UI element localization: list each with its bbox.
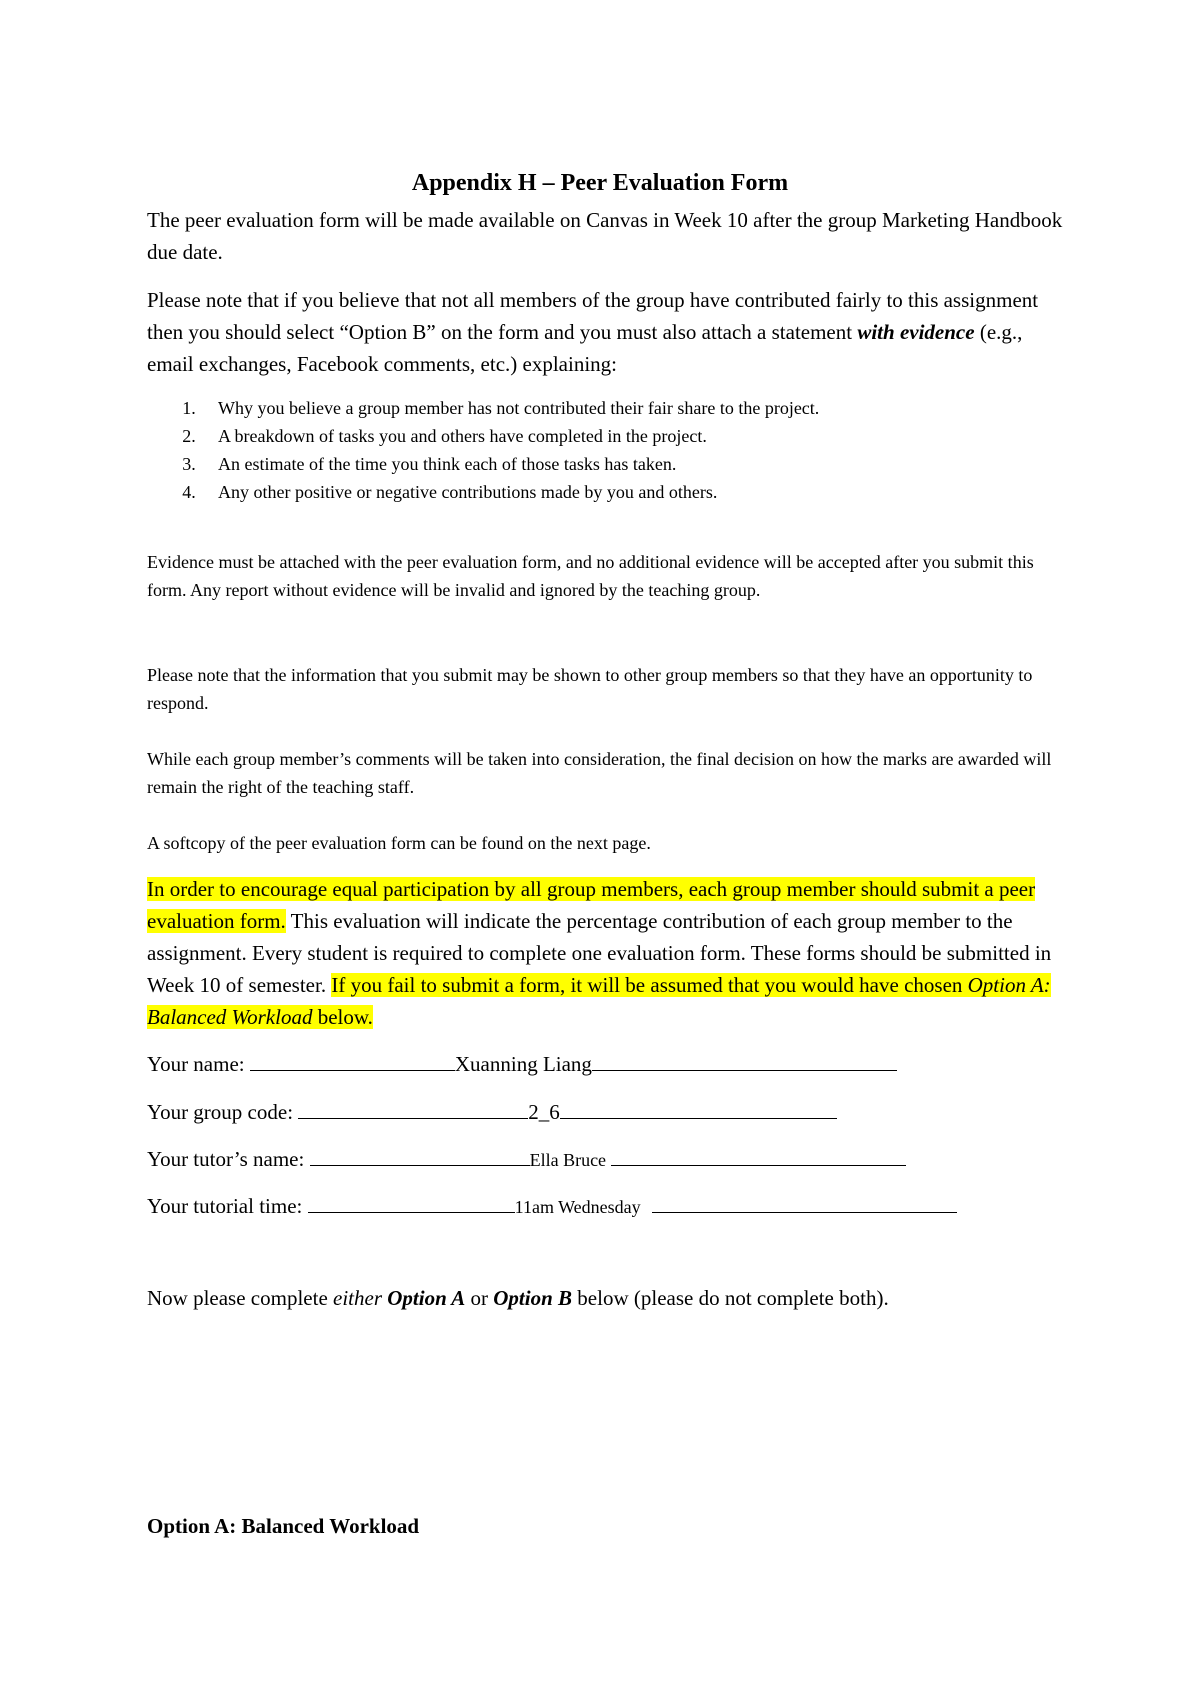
option-b-emphasis: Option B bbox=[493, 1286, 573, 1310]
highlight-end: below. bbox=[312, 1005, 373, 1029]
highlighted-text: In order to encourage equal participation by all group members, each group member should submit a peer evaluation form. bbox=[147, 877, 1036, 933]
time-blank-line bbox=[308, 1190, 515, 1213]
list-item bbox=[160, 422, 1060, 450]
list-number: 4. bbox=[182, 482, 196, 502]
name-value[interactable]: Xuanning Liang bbox=[454, 1052, 592, 1076]
tutorial-time-value[interactable]: 11am Wednesday bbox=[514, 1197, 641, 1217]
group-code-label: Your group code: bbox=[147, 1100, 294, 1124]
softcopy-paragraph: A softcopy of the peer evaluation form can be found on the next page. bbox=[147, 833, 651, 853]
sharing-note-paragraph: Please note that the information that you submit may be shown to other group members so that they have an opportunity to respond. bbox=[147, 665, 1033, 713]
tutor-blank-line bbox=[310, 1143, 530, 1166]
list-text: Any other positive or negative contributions made by you and others. bbox=[218, 482, 718, 502]
intro-paragraph: The peer evaluation form will be made available on Canvas in Week 10 after the group Marketing Handbook due date. bbox=[147, 208, 1063, 264]
or-text: or bbox=[465, 1286, 494, 1310]
group-code-value[interactable]: 2_6 bbox=[528, 1100, 560, 1124]
instruction-end: below (please do not complete both). bbox=[572, 1286, 889, 1310]
group-code-field bbox=[147, 1096, 837, 1127]
instruction-text: Now please complete bbox=[147, 1286, 334, 1310]
option-a-heading: Option A: Balanced Workload bbox=[147, 1514, 420, 1538]
tutor-name-field bbox=[147, 1143, 906, 1175]
tutorial-time-label: Your tutorial time: bbox=[147, 1194, 303, 1218]
tutorial-time-field bbox=[147, 1190, 957, 1222]
option-a-reference: Option A: Balanced Workload bbox=[147, 973, 1051, 1029]
evidence-note-paragraph bbox=[147, 284, 1067, 380]
name-blank-line bbox=[592, 1048, 897, 1071]
plain-text: This evaluation will indicate the percentage contribution of each group member to the assignment. Every student is required to complete one evaluation form. These forms should be submitted in Week 10 of semester. bbox=[147, 909, 1052, 997]
note-text-after: (e.g., email exchanges, Facebook comments, etc.) explaining: bbox=[147, 320, 1023, 376]
list-number: 2. bbox=[182, 426, 196, 446]
time-blank-line bbox=[652, 1190, 957, 1213]
page-title: Appendix H – Peer Evaluation Form bbox=[411, 170, 789, 196]
name-field bbox=[147, 1048, 897, 1079]
list-text: A breakdown of tasks you and others have completed in the project. bbox=[218, 426, 707, 446]
highlight-sentence: If you fail to submit a form, it will be assumed that you would have chosen bbox=[331, 973, 968, 997]
participation-paragraph bbox=[147, 873, 1067, 1033]
list-number: 1. bbox=[182, 398, 196, 418]
evidence-requirement-paragraph: Evidence must be attached with the peer evaluation form, and no additional evidence will be accepted after you submit this form. Any report without evidence will be invalid and ignored by the teaching group. bbox=[147, 552, 1034, 600]
decision-paragraph: While each group member’s comments will be taken into consideration, the final decision on how the marks are awarded will remain the right of the teaching staff. bbox=[147, 749, 1052, 797]
list-number: 3. bbox=[182, 454, 196, 474]
list-text: Why you believe a group member has not contributed their fair share to the project. bbox=[218, 398, 820, 418]
tutor-blank-line bbox=[611, 1143, 906, 1166]
either-emphasis: either bbox=[333, 1286, 383, 1310]
code-blank-line bbox=[298, 1096, 528, 1119]
tutor-name-label: Your tutor’s name: bbox=[147, 1147, 305, 1171]
name-label: Your name: bbox=[147, 1052, 245, 1076]
complete-instruction bbox=[147, 1282, 1067, 1314]
name-blank-line bbox=[250, 1048, 455, 1071]
list-item bbox=[160, 478, 1060, 506]
list-text: An estimate of the time you think each of those tasks has taken. bbox=[218, 454, 677, 474]
explanation-list bbox=[160, 394, 1060, 506]
list-item bbox=[160, 450, 1060, 478]
tutor-name-value[interactable]: Ella Bruce bbox=[529, 1150, 607, 1170]
list-item bbox=[160, 394, 1060, 422]
note-text-before: Please note that if you believe that not all members of the group have contributed fairly to this assignment then you should select “Option B” on the form and you must also attach a statement bbox=[147, 288, 1039, 344]
code-blank-line bbox=[560, 1096, 837, 1119]
option-a-emphasis: Option A bbox=[387, 1286, 466, 1310]
with-evidence-emphasis: with evidence bbox=[857, 320, 975, 344]
